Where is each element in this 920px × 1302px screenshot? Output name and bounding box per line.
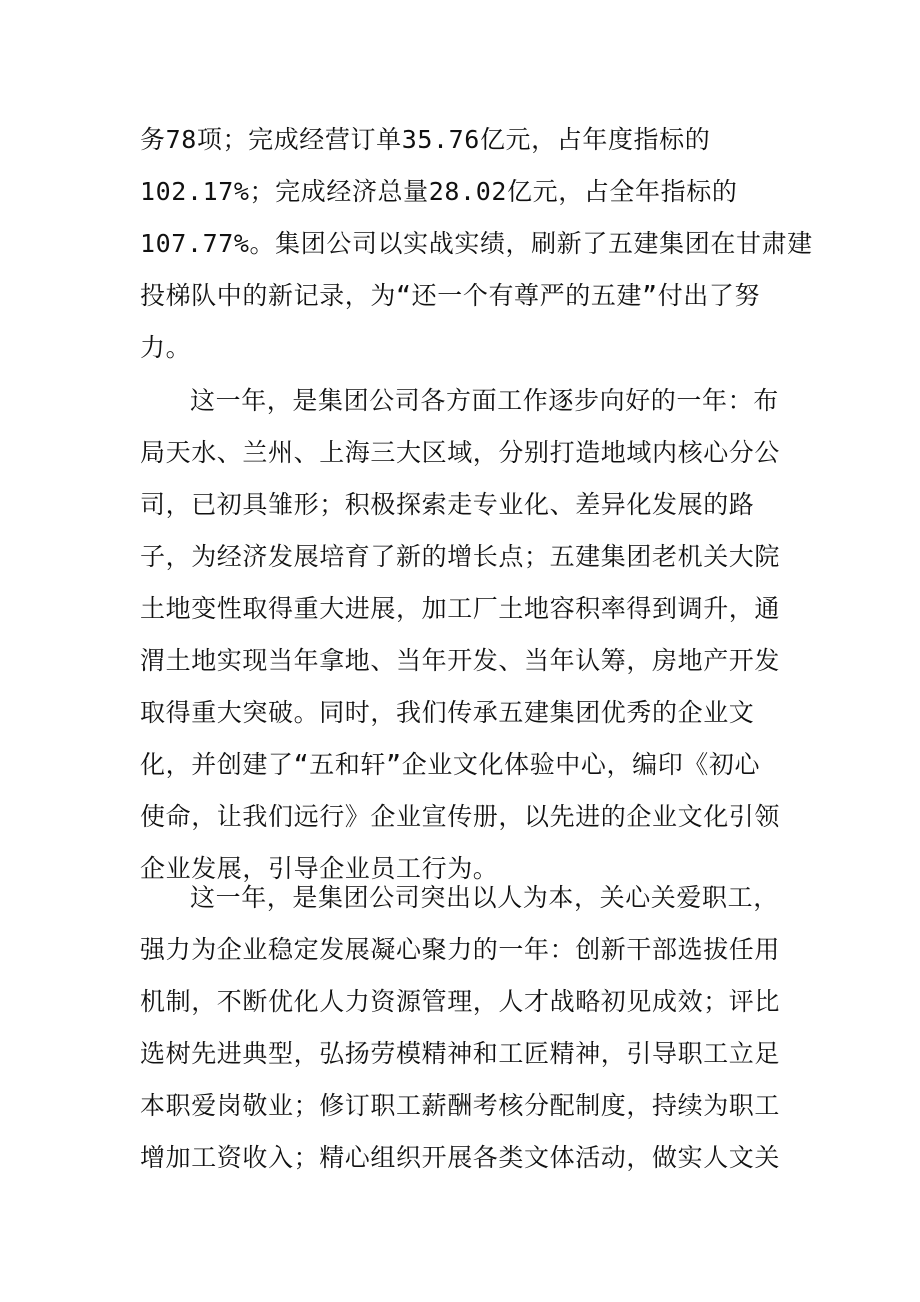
- text-line: 强力为企业稳定发展凝心聚力的一年：创新干部选拔任用: [140, 935, 781, 964]
- text-line: 子，为经济发展培育了新的增长点；五建集团老机关大院: [140, 542, 781, 571]
- text-line: 局天水、兰州、上海三大区域，分别打造地域内核心分公: [140, 438, 781, 467]
- text-line: 司，已初具雏形；积极探索走专业化、差异化发展的路: [140, 490, 755, 519]
- text-line: 土地变性取得重大进展，加工厂土地容积率得到调升，通: [140, 594, 781, 623]
- text-line: 107.77%。集团公司以实战实绩，刷新了五建集团在甘肃建: [140, 229, 813, 258]
- text-line: 取得重大突破。同时，我们传承五建集团优秀的企业文: [140, 698, 755, 727]
- text-line: 本职爱岗敬业；修订职工薪酬考核分配制度，持续为职工: [140, 1091, 781, 1120]
- text-line: 投梯队中的新记录，为“还一个有尊严的五建”付出了努: [140, 281, 761, 310]
- text-line: 力。: [140, 333, 192, 362]
- text-line-first: 这一年，是集团公司突出以人为本，关心关爱职工，: [190, 883, 779, 912]
- text-line: 化，并创建了“五和轩”企业文化体验中心，编印《初心: [140, 750, 761, 779]
- paragraph-2: [140, 375, 781, 895]
- text-line: 企业发展，引导企业员工行为。: [140, 854, 499, 883]
- text-line: 务78项；完成经营订单35.76亿元，占年度指标的: [140, 125, 711, 154]
- text-line: 102.17%；完成经济总量28.02亿元，占全年指标的: [140, 177, 738, 206]
- text-line-first: 这一年，是集团公司各方面工作逐步向好的一年：布: [190, 386, 779, 415]
- text-line: 渭土地实现当年拿地、当年开发、当年认筹，房地产开发: [140, 646, 781, 675]
- text-line: 增加工资收入；精心组织开展各类文体活动，做实人文关: [140, 1143, 781, 1172]
- text-line: 机制，不断优化人力资源管理，人才战略初见成效；评比: [140, 987, 781, 1016]
- text-line: 选树先进典型，弘扬劳模精神和工匠精神，引导职工立足: [140, 1039, 781, 1068]
- paragraph-1: [140, 114, 813, 374]
- text-line: 使命，让我们远行》企业宣传册，以先进的企业文化引领: [140, 802, 781, 831]
- paragraph-3: [140, 872, 781, 1184]
